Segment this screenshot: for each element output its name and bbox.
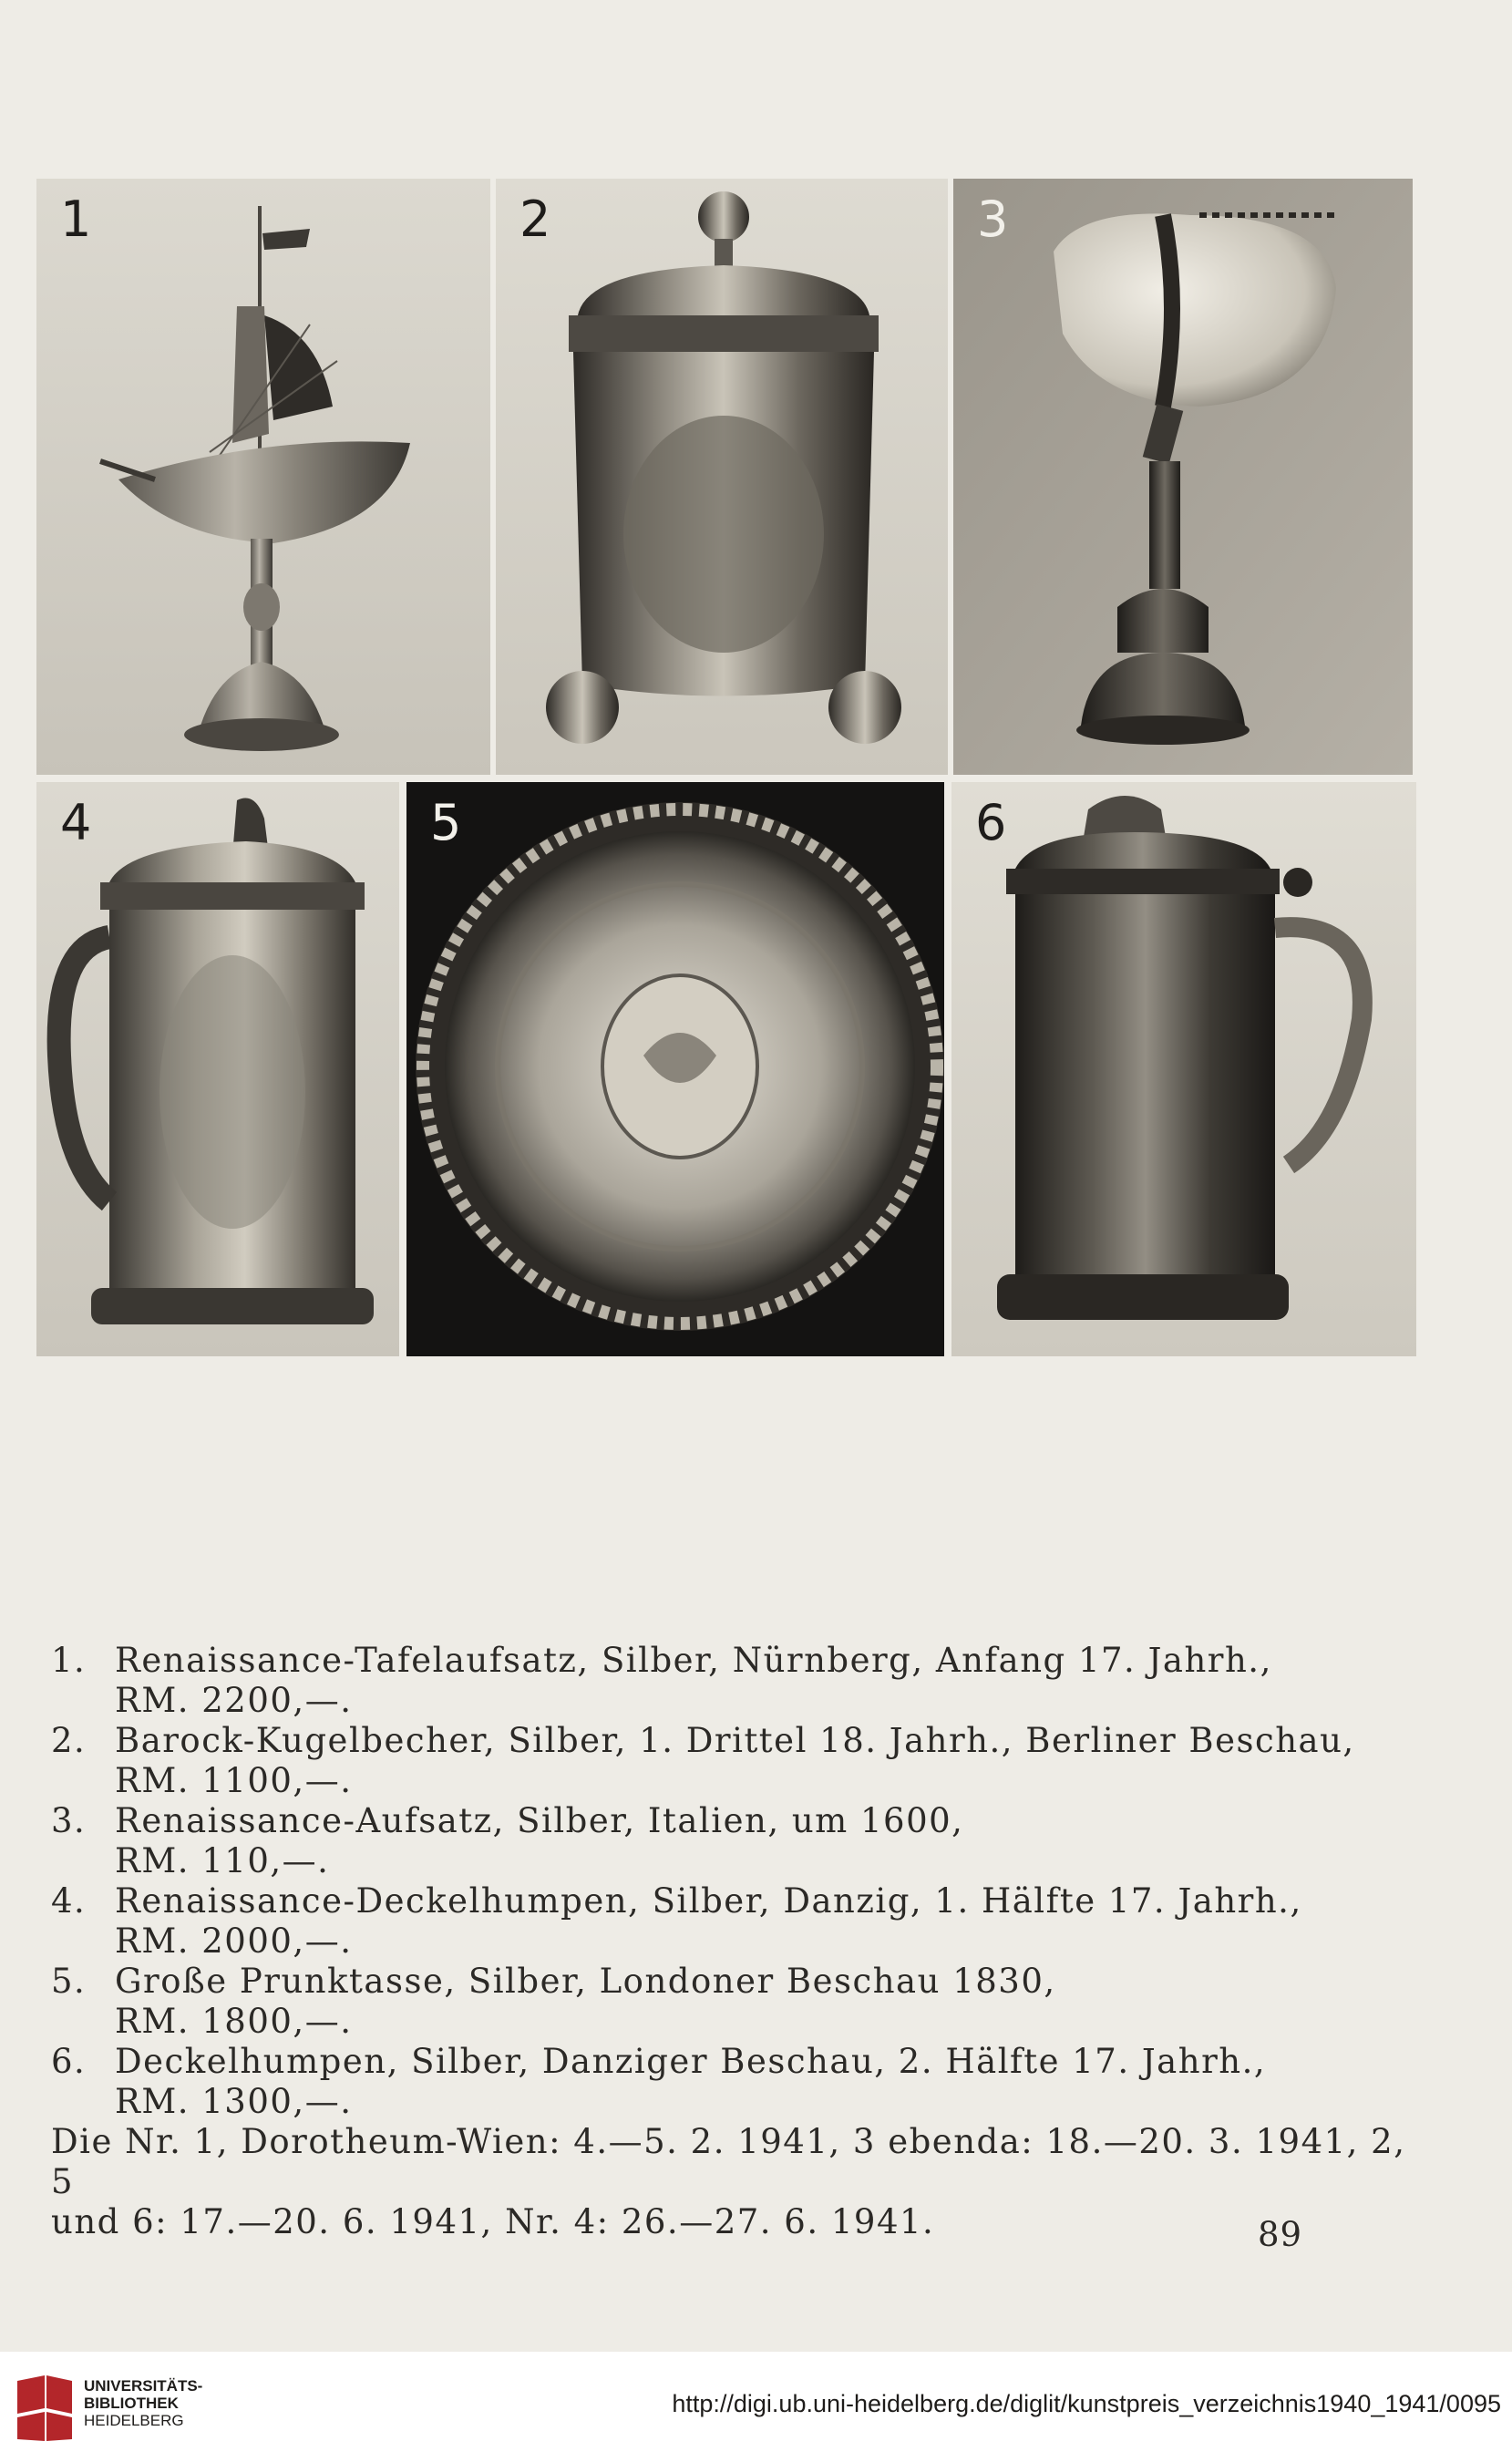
photo-2-ball-footed-beaker xyxy=(496,179,948,775)
caption-item xyxy=(51,2042,1418,2122)
plate-number: 1 xyxy=(60,191,92,248)
plate-number: 3 xyxy=(977,191,1009,248)
caption-title: Renaissance-Aufsatz, Silber, Italien, um 1600, xyxy=(115,1801,964,1840)
caption-title: Barock-Kugelbecher, Silber, 1. Drittel 18. Jahrh., Berliner Beschau, xyxy=(115,1721,1355,1760)
logo-line-2: BIBLIOTHEK xyxy=(84,2395,179,2412)
nautilus-cup-image xyxy=(953,179,1413,775)
plate-number: 5 xyxy=(430,794,462,851)
sale-note-line-1: Die Nr. 1, Dorotheum-Wien: 4.—5. 2. 1941, 3 ebenda: 18.—20. 3. 1941, 2, 5 xyxy=(51,2122,1406,2201)
photo-4-lidded-tankard xyxy=(36,782,399,1356)
library-logo-text xyxy=(84,2377,202,2429)
photo-3-nautilus-cup xyxy=(953,179,1413,775)
caption-item xyxy=(51,1721,1418,1801)
plate-number: 4 xyxy=(60,794,92,851)
caption-number: 2. xyxy=(51,1721,87,1760)
caption-item xyxy=(51,1801,1418,1881)
caption-number: 4. xyxy=(51,1881,87,1921)
caption-price: RM. 1300,—. xyxy=(115,2082,353,2121)
caption-number: 3. xyxy=(51,1801,87,1840)
ball-footed-beaker-image xyxy=(496,179,948,775)
caption-item xyxy=(51,1641,1418,1721)
photo-6-lion-tankard xyxy=(951,782,1416,1356)
caption-number: 5. xyxy=(51,1962,87,2001)
photo-1-ship-centrepiece xyxy=(36,179,490,775)
caption-number: 1. xyxy=(51,1641,87,1680)
caption-price: RM. 2000,—. xyxy=(115,1921,353,1961)
caption-title: Renaissance-Deckelhumpen, Silber, Danzig, 1. Hälfte 17. Jahrh., xyxy=(115,1881,1302,1921)
caption-title: Renaissance-Tafelaufsatz, Silber, Nürnberg, Anfang 17. Jahrh., xyxy=(115,1641,1272,1680)
caption-price: RM. 1800,—. xyxy=(115,2002,353,2041)
digitization-footer xyxy=(0,2352,1512,2462)
sale-note-line-2: und 6: 17.—20. 6. 1941, Nr. 4: 26.—27. 6. 1941. xyxy=(51,2202,935,2241)
ship-centrepiece-image xyxy=(36,179,490,775)
lion-tankard-image xyxy=(951,782,1416,1356)
caption-price: RM. 1100,—. xyxy=(115,1761,353,1800)
page-number: 89 xyxy=(1258,2215,1303,2254)
logo-line-1: UNIVERSITÄTS- xyxy=(84,2377,203,2395)
photo-5-salver xyxy=(406,782,944,1356)
caption-list xyxy=(51,1641,1418,2242)
caption-title: Große Prunktasse, Silber, Londoner Beschau 1830, xyxy=(115,1962,1056,2001)
plate-number: 6 xyxy=(975,794,1007,851)
caption-price: RM. 2200,—. xyxy=(115,1681,353,1720)
salver-image xyxy=(406,782,944,1356)
caption-price: RM. 110,—. xyxy=(115,1841,330,1880)
caption-item xyxy=(51,1962,1418,2042)
source-url-link[interactable]: http://digi.ub.uni-heidelberg.de/diglit/kunstpreis_verzeichnis1940_1941/0095 xyxy=(672,2390,1501,2417)
library-logo-icon xyxy=(13,2372,77,2445)
caption-number: 6. xyxy=(51,2042,87,2081)
caption-title: Deckelhumpen, Silber, Danziger Beschau, 2. Hälfte 17. Jahrh., xyxy=(115,2042,1267,2081)
plate-number: 2 xyxy=(519,191,551,248)
lidded-tankard-image xyxy=(36,782,399,1356)
logo-line-3: HEIDELBERG xyxy=(84,2412,184,2429)
caption-item xyxy=(51,1881,1418,1962)
